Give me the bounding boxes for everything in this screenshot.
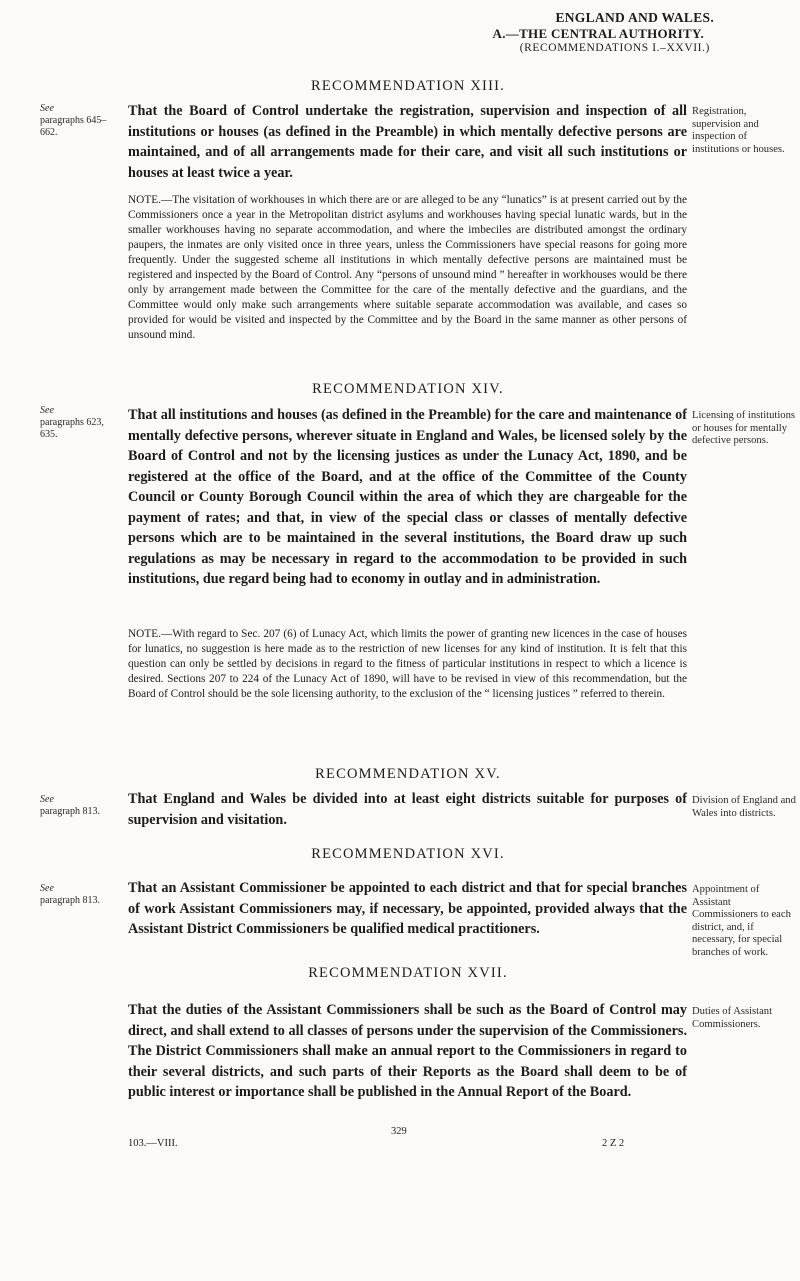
see-label: See <box>40 794 54 805</box>
recommendation-17-title: RECOMMENDATION XVII. <box>308 965 508 981</box>
recommendation-13-side-note: Registration, supervision and inspection of institutions or houses. <box>692 106 785 155</box>
see-label: See <box>40 405 54 416</box>
recommendation-16-cross-reference <box>40 883 120 907</box>
recommendation-14-cross-reference <box>40 405 120 441</box>
recommendation-13-title: RECOMMENDATION XIII. <box>311 78 505 94</box>
running-header-section: A.—THE CENTRAL AUTHORITY. <box>492 26 704 41</box>
paragraph-reference: paragraphs 623, 635. <box>40 417 104 440</box>
recommendation-16-side-note: Appointment of Assistant Commissioners to each district, and, if necessary, for special branches of work. <box>692 884 791 958</box>
running-header-title: ENGLAND AND WALES. <box>555 10 714 25</box>
recommendation-15-text: That England and Wales be divided into at least eight districts suitable for purposes of supervision and visitation. <box>128 791 687 828</box>
paragraph-reference: paragraph 813. <box>40 806 100 817</box>
recommendation-14-title: RECOMMENDATION XIV. <box>312 381 504 397</box>
recommendation-17-text: That the duties of the Assistant Commissioners shall be such as the Board of Control may direct, and shall extend to all classes of persons under the supervision of the Commissioners. The District Commissioners shall make an annual report to the Commissioners in regard to their several districts, and such parts of their Reports as the Board shall deem to be of public interest or importance shall be published in the Annual Report of the Board. <box>128 1002 687 1100</box>
recommendation-13-note: NOTE.—The visitation of workhouses in which there are or are alleged to be any “lunatics” is at present carried out by the Commissioners once a year in the Metropolitan district asylums and workhouses having special lunatic wards, but in the smaller workhouses having no separate accommodation, and where the imbeciles are distributed amongst the ordinary paupers, the inmates are only visited once in three years, unless the Commissioners have special reasons for going more frequently. Under the suggested scheme all institutions in which mentally defective persons are maintained must be registered and inspected by the Board of Control. Any “persons of unsound mind ” hereafter in workhouses would be there only by arrangement made between the Committee for the care of the mentally defective and the guardians, and the Committee would only make such arrangements where suitable separate accommodation was available, and cases so provided for would be visited and inspected by the Committee and by the Board in the same manner as other persons of unsound mind. <box>128 194 687 341</box>
paragraph-reference: paragraph 813. <box>40 895 100 906</box>
recommendation-15-title: RECOMMENDATION XV. <box>315 766 501 782</box>
recommendation-13-cross-reference <box>40 103 120 139</box>
recommendation-17-side-note: Duties of Assistant Commissioners. <box>692 1006 773 1030</box>
recommendation-14-note: NOTE.—With regard to Sec. 207 (6) of Lunacy Act, which limits the power of granting new licences in the case of houses for lunatics, no suggestion is here made as to the restriction of new licenses for any kind of institution. It is felt that this question can only be settled by decisions in regard to the fitness of particular institutions in respect to which a licence is desired. Sections 207 to 224 of the Lunacy Act of 1890, will have to be revised in view of this recommendation, but the Board of Control should be the sole licensing authority, to the exclusion of the “ licensing justices ” referred to therein. <box>128 628 687 700</box>
footer-sheet-mark: 2 Z 2 <box>602 1138 625 1149</box>
see-label: See <box>40 883 54 894</box>
running-header-range: (RECOMMENDATIONS I.–XXVII.) <box>519 42 710 54</box>
recommendation-14-text: That all institutions and houses (as defined in the Preamble) for the care and maintenance of mentally defective persons, wherever situate in England and Wales, be licensed solely by the Board of Control and not by the licensing justices as under the Lunacy Act, 1890, and be registered at the office of the Board, and at the office of the Committee of the County Council or County Borough Council within the area of which they are chargeable for the payment of rates; and that, in view of the special class or classes of mentally defective persons which are to be maintained in the several institutions, the Board draw up such regulations as may be necessary in regard to the accommodation to be provided in such institutions, due regard being had to economy in outlay and in administration. <box>128 407 687 587</box>
page-number: 329 <box>391 1126 407 1137</box>
recommendation-16-title: RECOMMENDATION XVI. <box>311 846 505 862</box>
paragraph-reference: paragraphs 645–662. <box>40 115 107 138</box>
recommendation-13-text: That the Board of Control undertake the registration, supervision and inspection of all institutions or houses (as defined in the Preamble) in which mentally defective persons are maintained, and of all arrangements made for their care, and visit all such institutions or houses at least twice a year. <box>128 103 687 181</box>
recommendation-16-text: That an Assistant Commissioner be appointed to each district and that for special branches of work Assistant Commissioners may, if necessary, be appointed, provided always that the Assistant District Commissioners be qualified medical practitioners. <box>128 880 687 937</box>
see-label: See <box>40 103 54 114</box>
recommendation-15-cross-reference <box>40 794 120 818</box>
footer-signature: 103.—VIII. <box>128 1138 178 1149</box>
recommendation-14-side-note: Licensing of institutions or houses for mentally defective persons. <box>692 410 795 446</box>
recommendation-15-side-note: Division of England and Wales into districts. <box>692 795 796 819</box>
